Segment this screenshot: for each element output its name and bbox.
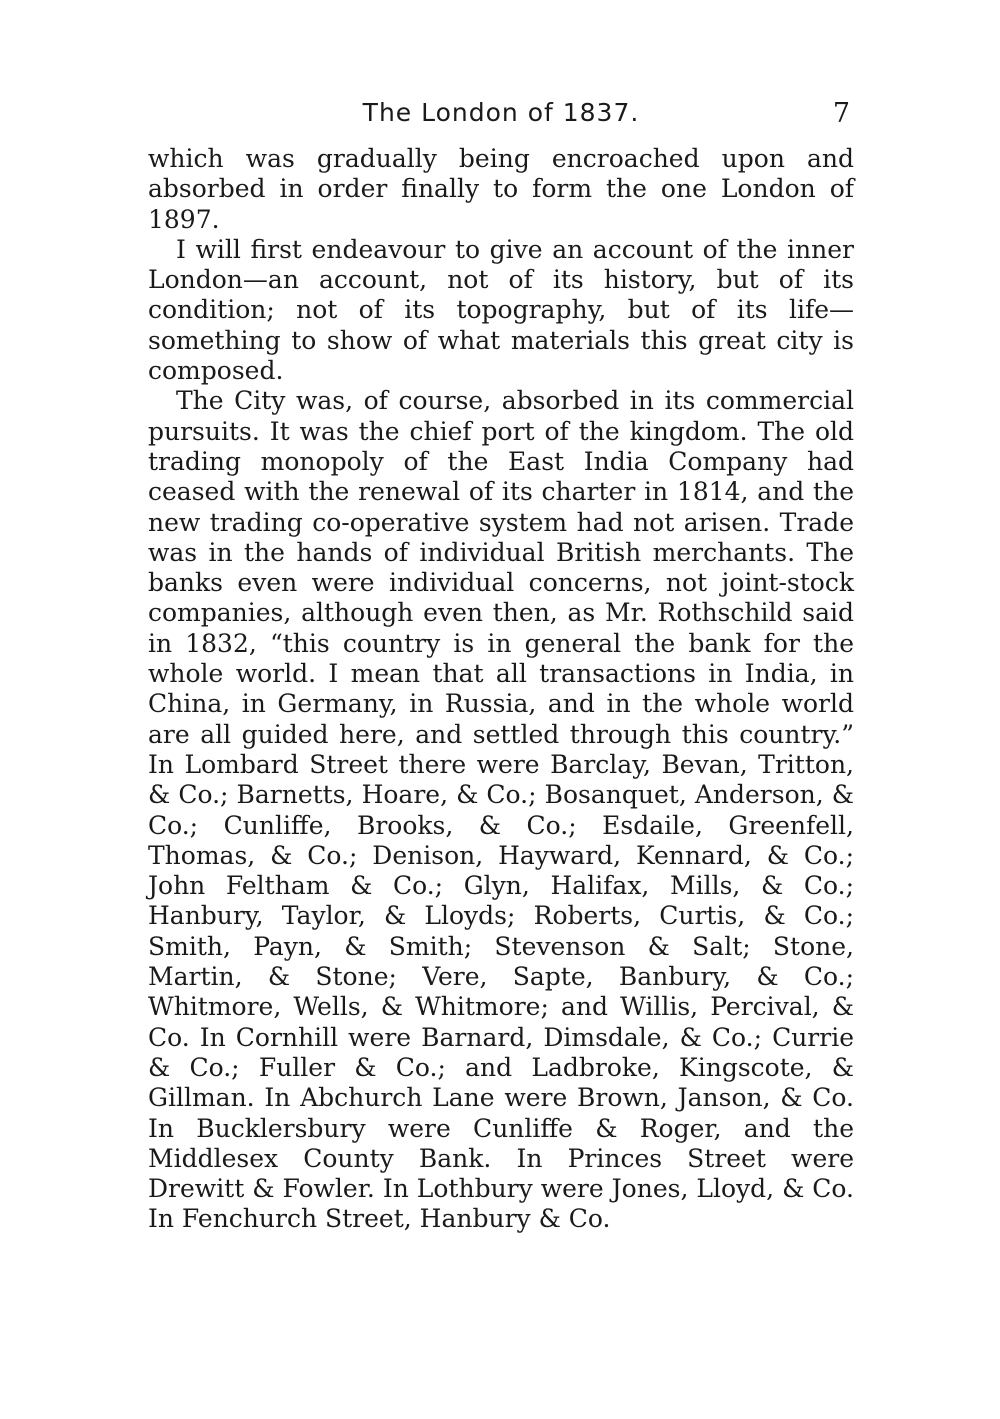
paragraph-inner-london: I will first endeavour to give an account of the inner London—an account, not of its history, but of its condition; not of its topography, but of its life—something to show of what materials this great city is composed. xyxy=(148,234,854,386)
book-page xyxy=(148,98,854,1318)
page-number: 7 xyxy=(832,98,850,129)
body-text xyxy=(148,144,854,1235)
paragraph-continued: which was gradually being encroached upon and absorbed in order finally to form the one London of 1897. xyxy=(148,144,854,234)
page-header xyxy=(148,98,854,134)
paragraph-city-commerce: The City was, of course, absorbed in its commercial pursuits. It was the chief port of the kingdom. The old trading monopoly of the East India Company had ceased with the renewal of its charter in 1814, and the new trading co-operative system had not arisen. Trade was in the hands of individual British merchants. The banks even were individual concerns, not joint-stock companies, although even then, as Mr. Rothschild said in 1832, “this country is in general the bank for the whole world. I mean that all transactions in India, in China, in Germany, in Russia, and in the whole world are all guided here, and settled through this country.” In Lombard Street there were Barclay, Bevan, Tritton, & Co.; Barnetts, Hoare, & Co.; Bosanquet, Anderson, & Co.; Cunliffe, Brooks, & Co.; Esdaile, Greenfell, Thomas, & Co.; Denison, Hayward, Kennard, & Co.; John Feltham & Co.; Glyn, Halifax, Mills, & Co.; Hanbury, Taylor, & Lloyds; Roberts, Curtis, & Co.; Smith, Payn, & Smith; Stevenson & Salt; Stone, Martin, & Stone; Vere, Sapte, Banbury, & Co.; Whitmore, Wells, & Whitmore; and Willis, Percival, & Co. In Cornhill were Barnard, Dimsdale, & Co.; Currie & Co.; Fuller & Co.; and Ladbroke, Kingscote, & Gillman. In Abchurch Lane were Brown, Janson, & Co. In Bucklersbury were Cunliffe & Roger, and the Middlesex County Bank. In Princes Street were Drewitt & Fowler. In Lothbury were Jones, Lloyd, & Co. In Fenchurch Street, Hanbury & Co. xyxy=(148,386,854,1234)
running-head: The London of 1837. xyxy=(362,98,640,127)
